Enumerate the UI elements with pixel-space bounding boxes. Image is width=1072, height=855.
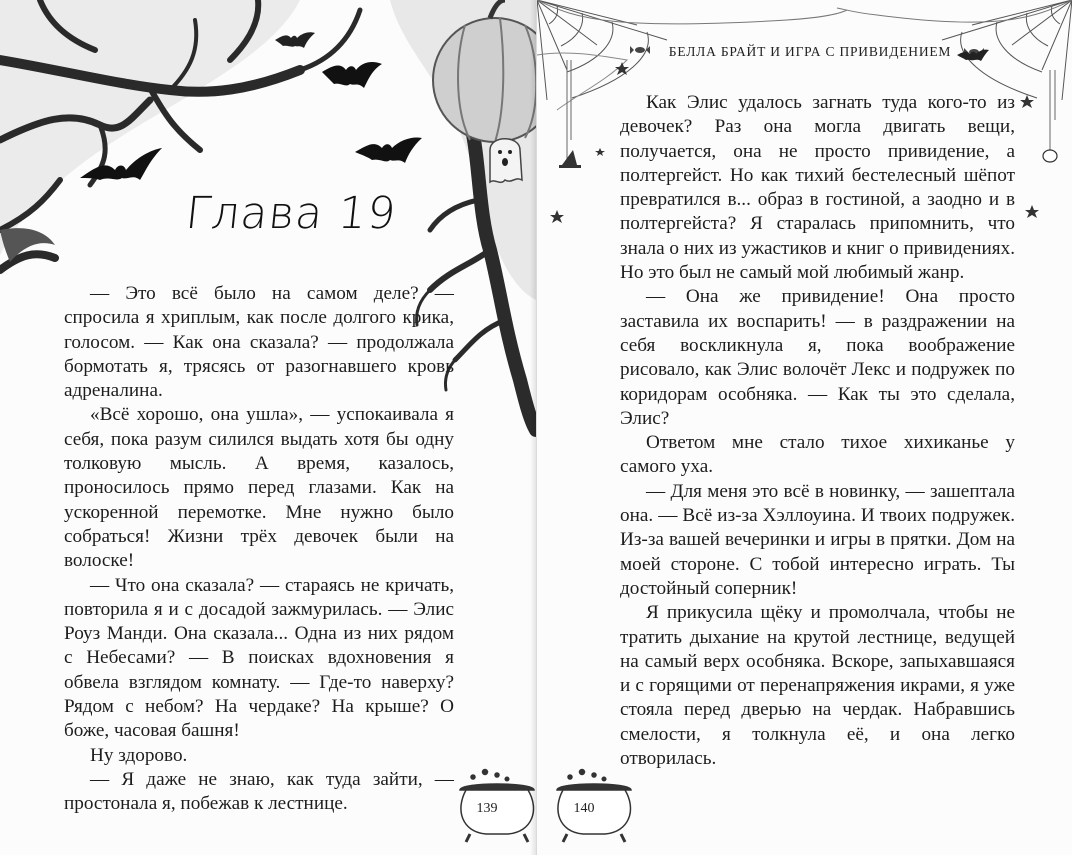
paragraph: «Всё хорошо, она ушла», — успокаивала я себя, пока разум силился выдать хотя бы одну толковую мысль. А время, казалось, проносилось прямо перед глазами. Как на ускоренной перемотке. Мне нужно было собраться! Жизни трёх девочек были на волоске!: [64, 404, 454, 572]
bat-icon: [275, 32, 315, 48]
paragraph: — Она же привидение! Она просто заставила их воспарить! — в раздражении на себя воскликнула я, пока воображение рисовало, как Элис волочёт Лекс и подружек по коридорам особняка. — Как ты это сделала, Элис?: [620, 286, 1015, 429]
hanging-threads: [567, 60, 571, 165]
paragraph: — Я даже не знаю, как туда зайти, — простонала я, побежав к лестнице.: [64, 768, 454, 815]
bat-icon: [322, 62, 382, 88]
hanging-threads: [1050, 70, 1055, 150]
paragraph: — Что она сказала? — стараясь не кричать, повторила я и с досадой зажмурилась. — Элис Роуз Манди. Она сказала... Одна из них рядом с Небесами? — В поисках вдохновения я обвела взглядом комнату. — Где-то наверху? Рядом с небом? На чердаке? На крыше? О боже, часовая башня!: [64, 574, 454, 742]
paragraph: Я прикусила щёку и промолчала, чтобы не тратить дыхание на крутой лестнице, ведущей на самый верх особняка. Вскоре, запыхавшаяся и с горящими от перенапряжения икрами, я уже стояла перед дверью на чердак. Набравшись смелости, я толкнула её, и она легко отворилась.: [620, 602, 1015, 770]
paragraph: Ну здорово.: [90, 744, 188, 766]
paragraph: — Для меня это всё в новинку, — зашептала она. — Всё из-за Хэллоуина. И твоих подружек. Из-за вашей вечеринки и игры в прятки. Дом на моей стороне. С тобой интересно играть. Ты достойный соперник!: [620, 480, 1015, 599]
bat-icon: [355, 137, 422, 163]
page-number: 140: [573, 801, 595, 816]
page-number: 139: [476, 801, 498, 816]
paragraph: — Это всё было на самом деле? — спросила я хриплым, как после долгого крика, голосом. — Как она сказала? — продолжала бормотать я, трясясь от разогнавшего кровь адреналина.: [64, 283, 454, 402]
ghost-illustration: [490, 139, 522, 183]
witch-hat-icon: [559, 150, 581, 168]
right-page-text: [620, 91, 1015, 771]
mini-pumpkin-icon: [1043, 150, 1057, 162]
chapter-title: Глава 19: [183, 188, 400, 239]
left-page-text: [64, 282, 454, 817]
paragraph: Ответом мне стало тихое хихиканье у самого уха.: [620, 432, 1015, 478]
running-head: БЕЛЛА БРАЙТ И ИГРА С ПРИВИДЕНИЕМ: [668, 44, 952, 59]
paragraph: Как Элис удалось загнать туда кого-то из девочек? Раз она могла двигать вещи, получается, она не просто привидение, а полтергейст. Но как тихий бестелесный шёпот превратился в... образ в гостиной, а заодно и в полтергейста? Я старалась припомнить, что знала о них из ужастиков и книг о привидениях. Но это был не самый мой любимый жанр.: [620, 92, 1015, 284]
